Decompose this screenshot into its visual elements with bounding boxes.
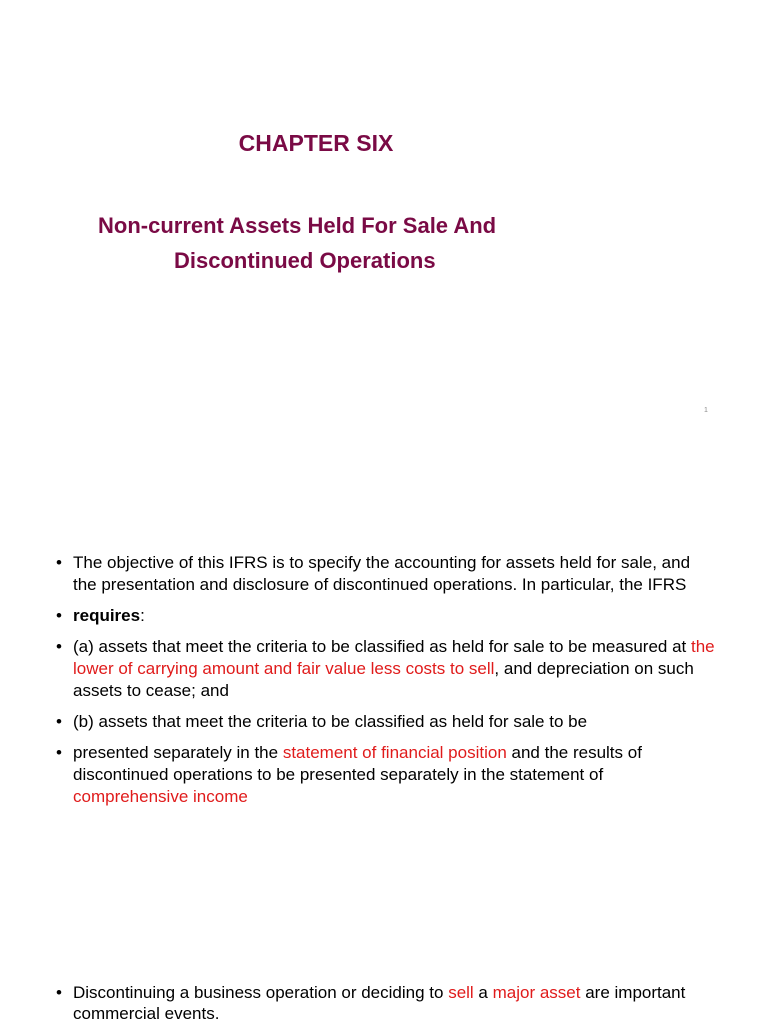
bullet-item-a xyxy=(56,636,716,702)
bullet-text: , and depreciation on such assets to cease; and xyxy=(73,659,694,700)
bullet-objective xyxy=(56,552,716,596)
bullet-text: : xyxy=(140,606,145,625)
bullet-text: The objective of this IFRS is to specify the accounting for assets held for sale, and the presentation and disclosure of discontinued operations. In particular, the IFRS xyxy=(73,553,691,594)
bullet-text: are important commercial events. xyxy=(73,983,686,1023)
highlighted-text: comprehensive income xyxy=(73,787,248,806)
bullet-discontinuing xyxy=(56,982,726,1024)
chapter-title-line-1: Non-current Assets Held For Sale And xyxy=(98,213,497,238)
bullet-presented xyxy=(56,742,716,808)
chapter-heading: CHAPTER SIX xyxy=(238,130,394,156)
highlighted-text: statement of financial position xyxy=(282,743,507,762)
bullet-text: presented separately in the xyxy=(73,743,283,762)
bullet-text: (a) assets that meet the criteria to be classified as held for sale to be measured at xyxy=(73,637,691,656)
bullet-text: and the results of discontinued operations to be presented separately in the statement of xyxy=(73,743,642,784)
page-number: 1 xyxy=(704,407,708,414)
highlighted-text: major asset xyxy=(492,983,581,1002)
chapter-title-line-2: Discontinued Operations xyxy=(174,248,436,273)
highlighted-text: sell xyxy=(448,983,474,1002)
bullet-text: Discontinuing a business operation or deciding to xyxy=(73,983,449,1002)
chapter-title xyxy=(98,208,548,278)
title-slide xyxy=(0,0,768,430)
bullet-bold-text: requires xyxy=(73,606,141,625)
bullet-text: (b) assets that meet the criteria to be classified as held for sale to be xyxy=(73,712,588,731)
bullet-requires xyxy=(56,605,716,627)
bullet-list-bottom xyxy=(56,982,726,1024)
content-slide xyxy=(0,430,768,1024)
bullet-list xyxy=(56,552,716,817)
highlighted-text: the lower of carrying amount and fair value less costs to sell xyxy=(73,637,715,678)
bullet-text: a xyxy=(473,983,493,1002)
bullet-item-b xyxy=(56,711,716,733)
